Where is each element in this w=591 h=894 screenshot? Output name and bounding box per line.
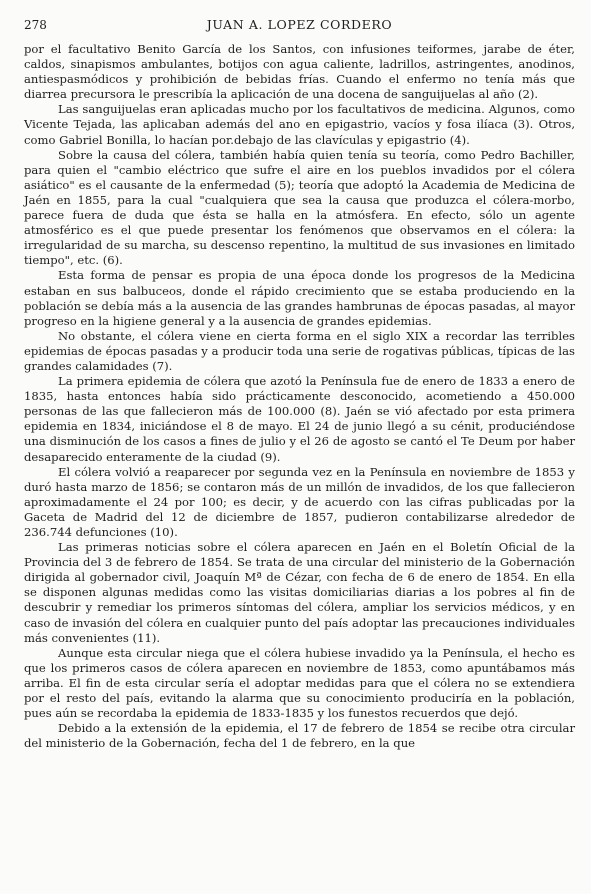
paragraph: Las primeras noticias sobre el cólera aparecen en Jaén en el Boletín Oficial de la Provincia del 3 de febrero de 1854. Se trata de una circular del ministerio de la Gobernación dirigida al gobernador civil, Joaquín Mª de Cézar, con fecha de 6 de enero de 1854. En ella se disponen algunas medidas como las visitas domiciliarias diarias a los pobres al fin de descubrir y remediar los primeros síntomas del cólera, ampliar los servicios médicos, y en caso de invasión del cólera en cualquier punto del país adoptar las precauciones individuales más convenientes (11). — [24, 540, 575, 645]
paragraph: El cólera volvió a reaparecer por segunda vez en la Península en noviembre de 1853 y duró hasta marzo de 1856; se contaron más de un millón de invadidos, de los que fallecieron aproximadamente el 24 por 100; es decir, y de acuerdo con las cifras publicadas por la Gaceta de Madrid del 12 de diciembre de 1857, pudieron contabilizarse alrededor de 236.744 defunciones (10). — [24, 464, 575, 539]
page-number: 278 — [24, 18, 47, 32]
paragraph: La primera epidemia de cólera que azotó la Península fue de enero de 1833 a enero de 1835, hasta entonces había sido prácticamente desconocido, acometiendo a 450.000 personas de las que fallecieron más de 100.000 (8). Jaén se vió afectado por esta primera epidemia en 1834, iniciándose el 8 de mayo. El 24 de junio llegó a su cénit, produciéndose una disminución de los casos a fines de julio y el 26 de agosto se cantó el Te Deum por haber desaparecido enteramente de la ciudad (9). — [24, 374, 575, 464]
page-header — [24, 16, 575, 36]
paragraph: Esta forma de pensar es propia de una época donde los progresos de la Medicina estaban en sus balbuceos, donde el rápido crecimiento que se estaba produciendo en la población se debía más a la ausencia de las grandes hambrunas de épocas pasadas, al mayor progreso en la higiene general y a la ausencia de grandes epidemias. — [24, 268, 575, 328]
paragraph: por el facultativo Benito García de los Santos, con infusiones teiformes, jarabe de éter, caldos, sinapismos ambulantes, botijos con agua caliente, ladrillos, astringentes, anodinos, antiespasmódicos y prohibición de bebidas frías. Cuando el enfermo no tenía más que diarrea precursora le prescribía la aplicación de una docena de sanguijuelas al año (2). — [24, 42, 575, 102]
running-head: JUAN A. LOPEZ CORDERO — [206, 17, 393, 32]
paragraph: Debido a la extensión de la epidemia, el 17 de febrero de 1854 se recibe otra circular del ministerio de la Gobernación, fecha del 1 de febrero, en la que — [24, 721, 575, 751]
paragraph: Aunque esta circular niega que el cólera hubiese invadido ya la Península, el hecho es que los primeros casos de cólera aparecen en noviembre de 1853, como apuntábamos más arriba. El fin de esta circular sería el adoptar medidas para que el cólera no se extendiera por el resto del país, evitando la alarma que su conocimiento produciría en la población, pues aún se recordaba la epidemia de 1833-1835 y los funestos recuerdos que dejó. — [24, 645, 575, 721]
paragraph: Sobre la causa del cólera, también había quien tenía su teoría, como Pedro Bachiller, para quien el "cambio eléctrico que sufre el aire en los pueblos invadidos por el cólera asiático" es el causante de la enfermedad (5); teoría que adoptó la Academia de Medicina de Jaén en 1855, para la cual "cualquiera que sea la causa que produzca el cólera-morbo, parece fuera de duda que ésta se halla en la atmósfera. En efecto, sólo un agente atmosférico es el que puede presentar los fenómenos que observamos en el cólera: la irregularidad de su marcha, su descenso repentino, la multitud de sus invasiones en limitado tiempo", etc. (6). — [24, 147, 575, 268]
body-text — [24, 42, 575, 751]
paragraph: No obstante, el cólera viene en cierta forma en el siglo XIX a recordar las terribles epidemias de épocas pasadas y a producir toda una serie de rogativas públicas, típicas de las grandes calamidades (7). — [24, 328, 575, 373]
paragraph: Las sanguijuelas eran aplicadas mucho por los facultativos de medicina. Algunos, como Vicente Tejada, las aplicaban además del ano en epigastrio, vacíos y fosa ilíaca (3). Otros, como Gabriel Bonilla, lo hacían por.debajo de las clavículas y epigastrio (4). — [24, 102, 575, 147]
